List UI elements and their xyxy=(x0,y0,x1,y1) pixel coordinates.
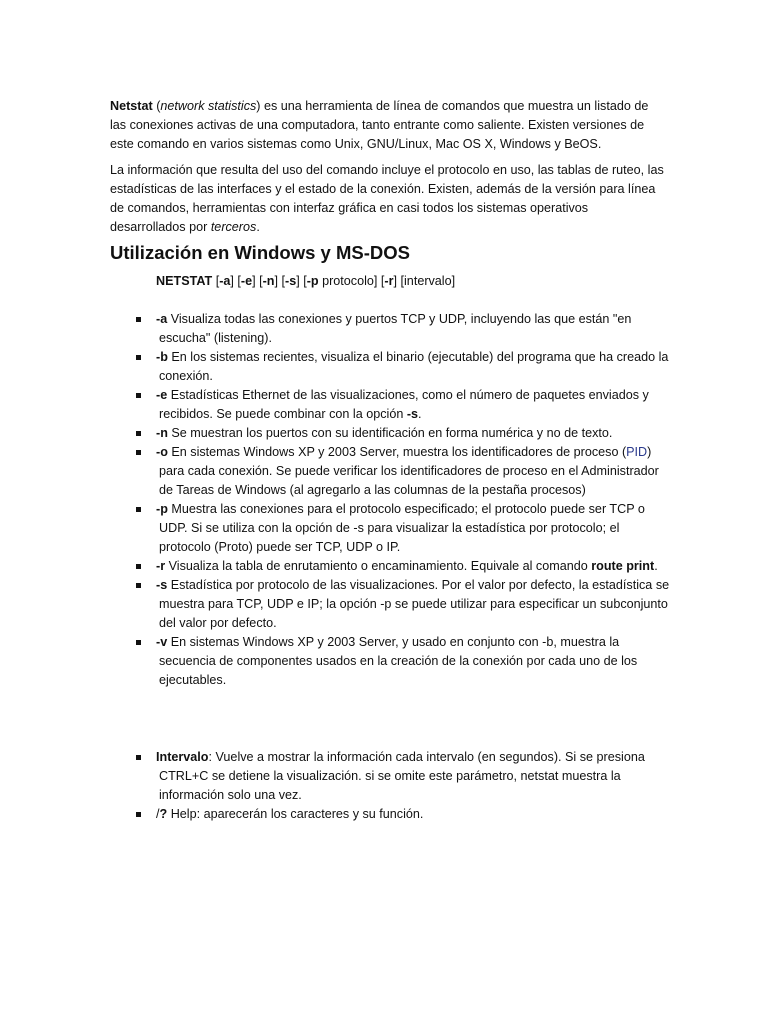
option-flag: -p xyxy=(156,502,168,516)
option-flag: ? xyxy=(159,807,168,821)
list-item xyxy=(110,748,670,805)
list-item xyxy=(110,805,670,824)
info-end: . xyxy=(256,220,260,234)
option-text: Muestra las conexiones para el protocolo especificado; el protocolo puede ser TCP o UDP. Si se utiliza con la opción de -s para visualizar la estadística por protocolo; el protocolo (Proto) puede ser TCP, UDP o IP. xyxy=(159,502,645,554)
bullet-icon xyxy=(136,812,141,817)
bullet-icon xyxy=(136,431,141,436)
bullet-icon xyxy=(136,507,141,512)
bullet-icon xyxy=(136,355,141,360)
list-item xyxy=(110,500,670,557)
option-text: En sistemas Windows XP y 2003 Server, muestra los identificadores de proceso ( xyxy=(167,445,627,459)
option-end: ) para cada conexión. Se puede verificar los identificadores de proceso en el Administrador de Tareas de Windows (al agregarlo a las columnas de la pestaña procesos) xyxy=(159,445,659,497)
extra-options-list xyxy=(110,748,670,824)
syntax-flag-r: -r xyxy=(384,274,394,288)
option-text: Help: aparecerán los caracteres y su función. xyxy=(167,807,424,821)
syntax-sep: ] [intervalo] xyxy=(393,274,456,288)
syntax-sep: ] [ xyxy=(230,274,241,288)
bullet-icon xyxy=(136,393,141,398)
list-item xyxy=(110,633,670,690)
syntax-flag-p: -p xyxy=(306,274,319,288)
syntax-flag-n: -n xyxy=(262,274,275,288)
option-flag: Intervalo xyxy=(156,750,209,764)
intro-paragraph xyxy=(110,97,665,154)
option-text: Visualiza la tabla de enrutamiento o encaminamiento. Equivale al comando xyxy=(165,559,592,573)
list-item xyxy=(110,386,670,424)
list-item xyxy=(110,576,670,633)
option-text: Visualiza todas las conexiones y puertos TCP y UDP, incluyendo las que están "en escucha" (listening). xyxy=(159,312,632,345)
bullet-icon xyxy=(136,564,141,569)
option-bold: route print xyxy=(591,559,655,573)
info-italic: terceros xyxy=(210,220,257,234)
bullet-icon xyxy=(136,640,141,645)
bullet-icon xyxy=(136,583,141,588)
option-end: . xyxy=(418,407,422,421)
list-item xyxy=(110,348,670,386)
syntax-sep: protocolo] [ xyxy=(318,274,385,288)
bullet-icon xyxy=(136,317,141,322)
syntax-sep: ] [ xyxy=(296,274,307,288)
option-flag: -v xyxy=(156,635,168,649)
intro-text: ) es una herramienta de línea de comandos que muestra un listado de las conexiones activas de una computadora, tanto entrante como saliente. Existen versiones de este comando en varios sistemas como Unix, GNU/Linux, Mac OS X, Windows y BeOS. xyxy=(110,99,649,151)
list-item xyxy=(110,310,670,348)
syntax-flag-a: -a xyxy=(219,274,231,288)
command-syntax xyxy=(156,272,455,291)
bullet-icon xyxy=(136,450,141,455)
options-list xyxy=(110,310,670,690)
syntax-flag-s: -s xyxy=(285,274,297,288)
syntax-sep: ] [ xyxy=(274,274,285,288)
pid-link[interactable]: PID xyxy=(626,445,648,459)
option-flag: -r xyxy=(156,559,166,573)
option-text: Se muestran los puertos con su identificación en forma numérica y no de texto. xyxy=(167,426,613,440)
option-bold: -s xyxy=(406,407,419,421)
option-flag: -s xyxy=(156,578,168,592)
info-text: La información que resulta del uso del comando incluye el protocolo en uso, las tablas de ruteo, las estadísticas de las interfaces y el estado de la conexión. Existen, además de la versión para línea de comandos, herramientas con interfaz gráfica en casi todos los sistemas operativos desarrollados por xyxy=(110,163,664,234)
option-flag: -b xyxy=(156,350,168,364)
option-flag: -a xyxy=(156,312,168,326)
syntax-sep: ] [ xyxy=(252,274,263,288)
option-flag: -o xyxy=(156,445,168,459)
option-flag: -e xyxy=(156,388,168,402)
option-text: : Vuelve a mostrar la información cada intervalo (en segundos). Si se presiona CTRL+C se detiene la visualización. si se omite este parámetro, netstat muestra la información solo una vez. xyxy=(159,750,645,802)
list-item xyxy=(110,557,670,576)
list-item xyxy=(110,443,670,500)
netstat-term: Netstat xyxy=(110,99,153,113)
option-text: Estadísticas Ethernet de las visualizaciones, como el número de paquetes enviados y recibidos. Se puede combinar con la opción xyxy=(159,388,649,421)
list-item xyxy=(110,424,670,443)
option-text: Estadística por protocolo de las visualizaciones. Por el valor por defecto, la estadística se muestra para TCP, UDP e IP; la opción -p se puede utilizar para especificar un subconjunto del valor por defecto. xyxy=(159,578,670,630)
syntax-cmd: NETSTAT xyxy=(156,274,213,288)
info-paragraph xyxy=(110,161,665,237)
option-text: En los sistemas recientes, visualiza el binario (ejecutable) del programa que ha creado la conexión. xyxy=(159,350,669,383)
bullet-icon xyxy=(136,755,141,760)
option-flag: -n xyxy=(156,426,168,440)
section-heading: Utilización en Windows y MS-DOS xyxy=(110,242,410,263)
netstat-full-name: network statistics xyxy=(160,99,257,113)
option-text: En sistemas Windows XP y 2003 Server, y usado en conjunto con -b, muestra la secuencia de componentes usados en la creación de la conexión por cada uno de los ejecutables. xyxy=(159,635,638,687)
syntax-flag-e: -e xyxy=(240,274,253,288)
paren-open: ( xyxy=(152,99,161,113)
option-end: . xyxy=(654,559,658,573)
option-prefix: / xyxy=(156,807,160,821)
syntax-sep: [ xyxy=(212,274,220,288)
